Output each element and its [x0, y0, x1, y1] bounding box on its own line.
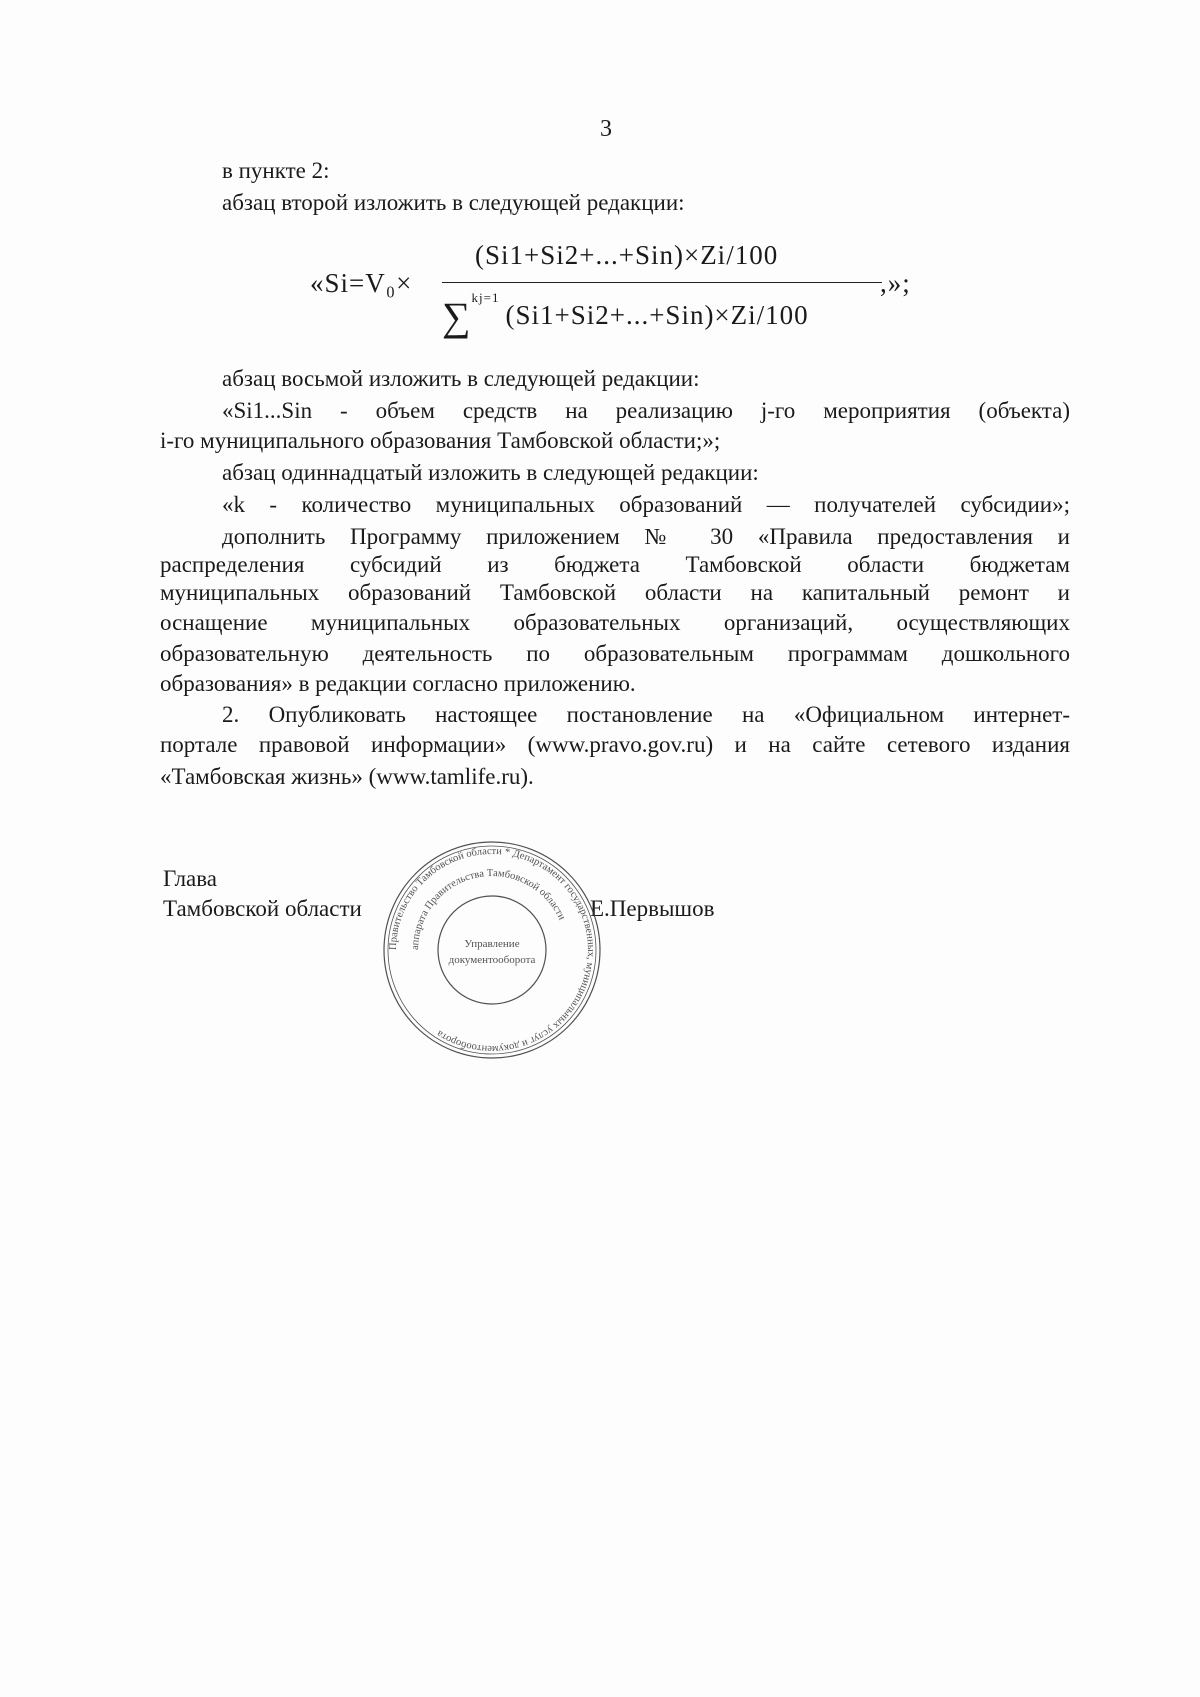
- text-line: портале правовой информации» (www.pravo.gov.ru) и на сайте сетевого издания: [160, 732, 1070, 757]
- text-line: «Тамбовская жизнь» (www.tamlife.ru).: [160, 764, 534, 789]
- sigma-icon: ∑: [442, 294, 472, 339]
- signatory-title: Тамбовской области: [163, 896, 362, 921]
- stamp-inner-text: аппарата Правительства Тамбовской области: [409, 867, 568, 951]
- stamp-center-text: документооборота: [448, 954, 536, 966]
- stamp-outer-text: Правительство Тамбовской области * Департамент государственных, муниципальных услуг и документооборота: [387, 845, 597, 1055]
- text-line: «Si1...Sin - объем средств на реализацию j-го мероприятия (объекта): [222, 398, 1070, 423]
- text-line: муниципальных образований Тамбовской области на капитальный ремонт и: [160, 580, 1070, 605]
- fraction-bar: [442, 282, 882, 283]
- text-line: оснащение муниципальных образовательных организаций, осуществляющих: [160, 610, 1070, 635]
- text-line: распределения субсидий из бюджета Тамбовской области бюджетам: [160, 552, 1070, 577]
- formula-end: ,»;: [880, 268, 911, 298]
- official-stamp: [382, 840, 602, 1060]
- text-line: абзац второй изложить в следующей редакции:: [222, 190, 685, 215]
- text-line: образования» в редакции согласно приложению.: [160, 671, 636, 696]
- text-line: абзац одиннадцатый изложить в следующей редакции:: [222, 460, 759, 485]
- page-number: 3: [600, 116, 612, 142]
- signatory-title: Глава: [163, 866, 218, 891]
- formula-denominator: (Si1+Si2+...+Sin)×Zi/100: [505, 300, 809, 330]
- formula-lhs: «Si=V₀×: [310, 268, 413, 298]
- text-line: в пункте 2:: [222, 158, 330, 183]
- text-line: абзац восьмой изложить в следующей редакции:: [222, 366, 700, 391]
- text-line: «k - количество муниципальных образований — получателей субсидии»;: [222, 492, 1070, 517]
- text-line: 2. Опубликовать настоящее постановление на «Официальном интернет-: [222, 702, 1070, 727]
- stamp-center-text: Управление: [464, 938, 520, 950]
- text-line: образовательную деятельность по образовательным программам дошкольного: [160, 641, 1070, 666]
- text-line: дополнить Программу приложением № 30 «Правила предоставления и: [222, 524, 1070, 549]
- formula-denominator-wrap: [442, 290, 809, 340]
- sum-limit: kj=1: [471, 290, 500, 305]
- formula-numerator: (Si1+Si2+...+Sin)×Zi/100: [475, 240, 779, 270]
- signatory-name: Е.Первышов: [590, 896, 715, 921]
- text-line: i-го муниципального образования Тамбовской области;»;: [160, 428, 721, 453]
